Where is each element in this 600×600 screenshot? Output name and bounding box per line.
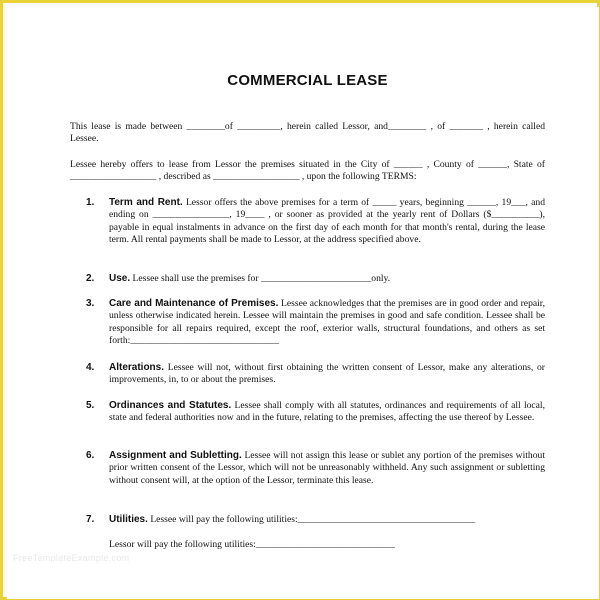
item-body bbox=[109, 400, 545, 425]
care-item bbox=[86, 298, 545, 348]
item-body bbox=[109, 514, 545, 526]
item-text: Lessee shall use the premises for _______________________only. bbox=[132, 273, 391, 284]
alterations-item bbox=[86, 362, 545, 387]
item-heading: Term and Rent. bbox=[109, 197, 183, 208]
item-number: 4. bbox=[86, 362, 95, 373]
item-text: Lessee will not assign this lease or sublet any portion of the premises without prior written consent of the Lessor, which will not be unreasonably withheld. Any such assignment or subletting without consent will, at the option of the Lessor, terminate this lease. bbox=[109, 450, 545, 486]
offer-paragraph: Lessee hereby offers to lease from Lessor the premises situated in the City of ______ , County of ______, State of __________________ , described as __________________ , upon the following TERMS: bbox=[70, 159, 545, 183]
term-item bbox=[86, 197, 545, 247]
item-heading: Assignment and Subletting. bbox=[109, 450, 242, 461]
item-text: Lessee acknowledges that the premises are in good order and repair, unless otherwise indicated herein. Lessee will maintain the premises in good and safe condition. Lessee shall be responsible for all repairs required, except the roof, exterior walls, structural foundations, and others as set forth:_______________________________ bbox=[109, 298, 545, 347]
item-text: Lessee shall comply with all statutes, ordinances and requirements of all local, state and federal authorities now and in the future, relating to the premises, affecting the use thereof by Lessee. bbox=[109, 400, 545, 424]
item-text: Lessor offers the above premises for a term of _____ years, beginning ______, 19___, and ending on ________________, 19____ , or sooner as provided at the yearly rent of Dollars ($__________), payable in equal instalments in advance on the first day of each month for that month's rental, during the lease term. All rental payments shall be made to Lessor, at the address specified above. bbox=[109, 197, 546, 246]
watermark: FreeTemplateExample.com bbox=[13, 553, 130, 563]
item-number: 6. bbox=[86, 450, 95, 461]
item-text: Lessee will pay the following utilities:_____________________________________ bbox=[150, 514, 476, 525]
intro-paragraph: This lease is made between ________of _________, herein called Lessor, and________ , of _______ , herein called Lessee. bbox=[70, 121, 545, 145]
ordinances-item bbox=[86, 400, 545, 425]
document-page bbox=[7, 7, 599, 599]
use-item bbox=[86, 273, 545, 285]
utilities-item bbox=[86, 514, 545, 526]
item-number: 3. bbox=[86, 298, 95, 309]
item-number: 2. bbox=[86, 273, 95, 284]
lessor-utilities-line: Lessor will pay the following utilities:_____________________________ bbox=[109, 539, 395, 550]
item-heading: Utilities. bbox=[109, 514, 148, 525]
item-text: Lessee will not, without first obtaining the written consent of Lessor, make any alterations, or improvements, in, to or about the premises. bbox=[109, 362, 545, 386]
item-heading: Care and Maintenance of Premises. bbox=[109, 298, 279, 309]
item-number: 1. bbox=[86, 197, 95, 208]
document-title: COMMERCIAL LEASE bbox=[227, 72, 388, 89]
item-heading: Alterations. bbox=[109, 362, 165, 373]
item-heading: Use. bbox=[109, 273, 131, 284]
item-body bbox=[109, 362, 545, 387]
item-body bbox=[109, 197, 545, 247]
item-number: 5. bbox=[86, 400, 95, 411]
item-body bbox=[109, 273, 545, 285]
assignment-item bbox=[86, 450, 545, 487]
item-body bbox=[109, 298, 545, 348]
item-body bbox=[109, 450, 545, 487]
item-heading: Ordinances and Statutes. bbox=[109, 400, 232, 411]
item-number: 7. bbox=[86, 514, 95, 525]
